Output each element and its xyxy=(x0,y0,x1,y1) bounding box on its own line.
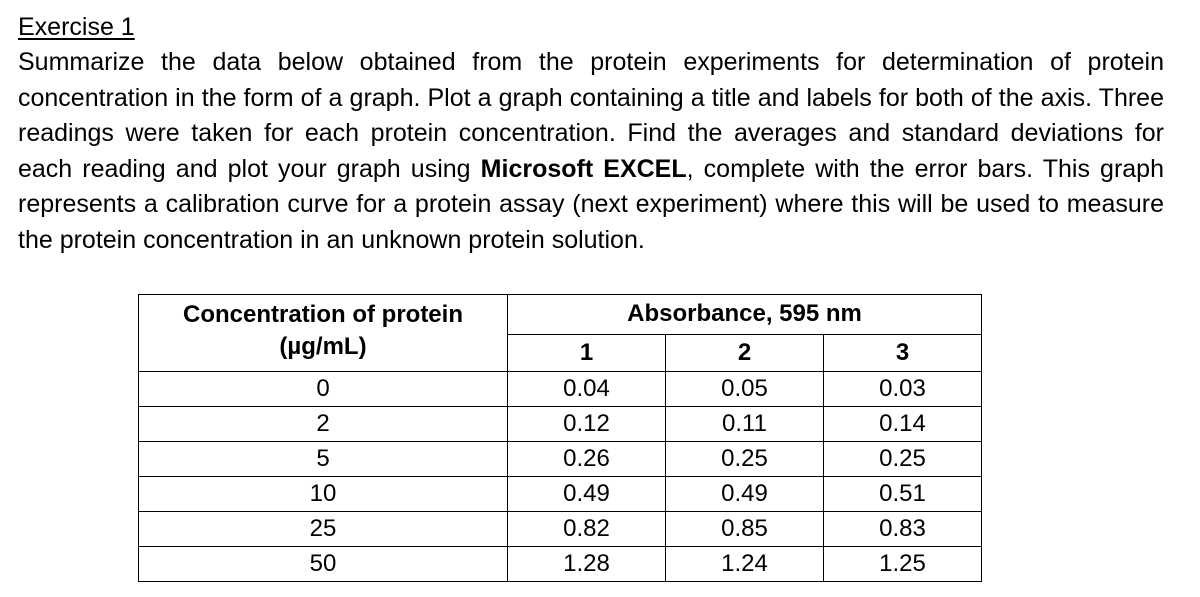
document xyxy=(18,10,1178,258)
reading-cell: 0.05 xyxy=(666,372,824,407)
concentration-cell: 5 xyxy=(139,442,508,477)
table-row xyxy=(139,477,982,512)
instructions-bold-software: Microsoft EXCEL xyxy=(480,154,687,183)
reading-cell: 1.24 xyxy=(666,547,824,582)
reading-cell: 1.28 xyxy=(508,547,666,582)
protein-data-table xyxy=(138,294,982,582)
exercise-heading: Exercise 1 xyxy=(18,13,135,41)
table-row xyxy=(139,512,982,547)
reading-cell: 0.49 xyxy=(666,477,824,512)
concentration-cell: 0 xyxy=(139,372,508,407)
concentration-cell: 2 xyxy=(139,407,508,442)
reading-header-2: 2 xyxy=(666,334,824,371)
exercise-instructions xyxy=(18,45,1164,258)
reading-cell: 0.51 xyxy=(824,477,982,512)
reading-cell: 0.12 xyxy=(508,407,666,442)
reading-cell: 0.49 xyxy=(508,477,666,512)
reading-cell: 0.82 xyxy=(508,512,666,547)
reading-cell: 0.04 xyxy=(508,372,666,407)
reading-header-1: 1 xyxy=(508,334,666,371)
concentration-cell: 25 xyxy=(139,512,508,547)
table-row xyxy=(139,372,982,407)
reading-header-3: 3 xyxy=(824,334,982,371)
reading-cell: 0.03 xyxy=(824,372,982,407)
concentration-header-line1: Concentration of protein xyxy=(183,301,463,328)
concentration-header xyxy=(139,295,508,372)
concentration-cell: 10 xyxy=(139,477,508,512)
table-row xyxy=(139,547,982,582)
reading-cell: 0.11 xyxy=(666,407,824,442)
reading-cell: 0.25 xyxy=(824,442,982,477)
table-row xyxy=(139,442,982,477)
table-row xyxy=(139,407,982,442)
reading-cell: 0.25 xyxy=(666,442,824,477)
reading-cell: 0.83 xyxy=(824,512,982,547)
instructions-text-1: Summarize the data below obtained from the protein experiments for determination of protein concentration in the form of a graph. Plot a graph containing a title and labels for both of the axis. Three readings were taken for each protein concentration. Find the averages and standard deviations for each reading and plot your graph using xyxy=(18,48,1164,183)
reading-cell: 1.25 xyxy=(824,547,982,582)
absorbance-header: Absorbance, 595 nm xyxy=(508,295,982,335)
concentration-cell: 50 xyxy=(139,547,508,582)
instructions-text-2: , complete with the error bars. This graph represents a calibration curve for a protein assay (next experiment) where this will be used to measure the protein concentration in an unknown protein solution. xyxy=(18,154,1164,254)
concentration-header-line2: (µg/mL) xyxy=(279,333,367,360)
reading-cell: 0.85 xyxy=(666,512,824,547)
reading-cell: 0.14 xyxy=(824,407,982,442)
reading-cell: 0.26 xyxy=(508,442,666,477)
